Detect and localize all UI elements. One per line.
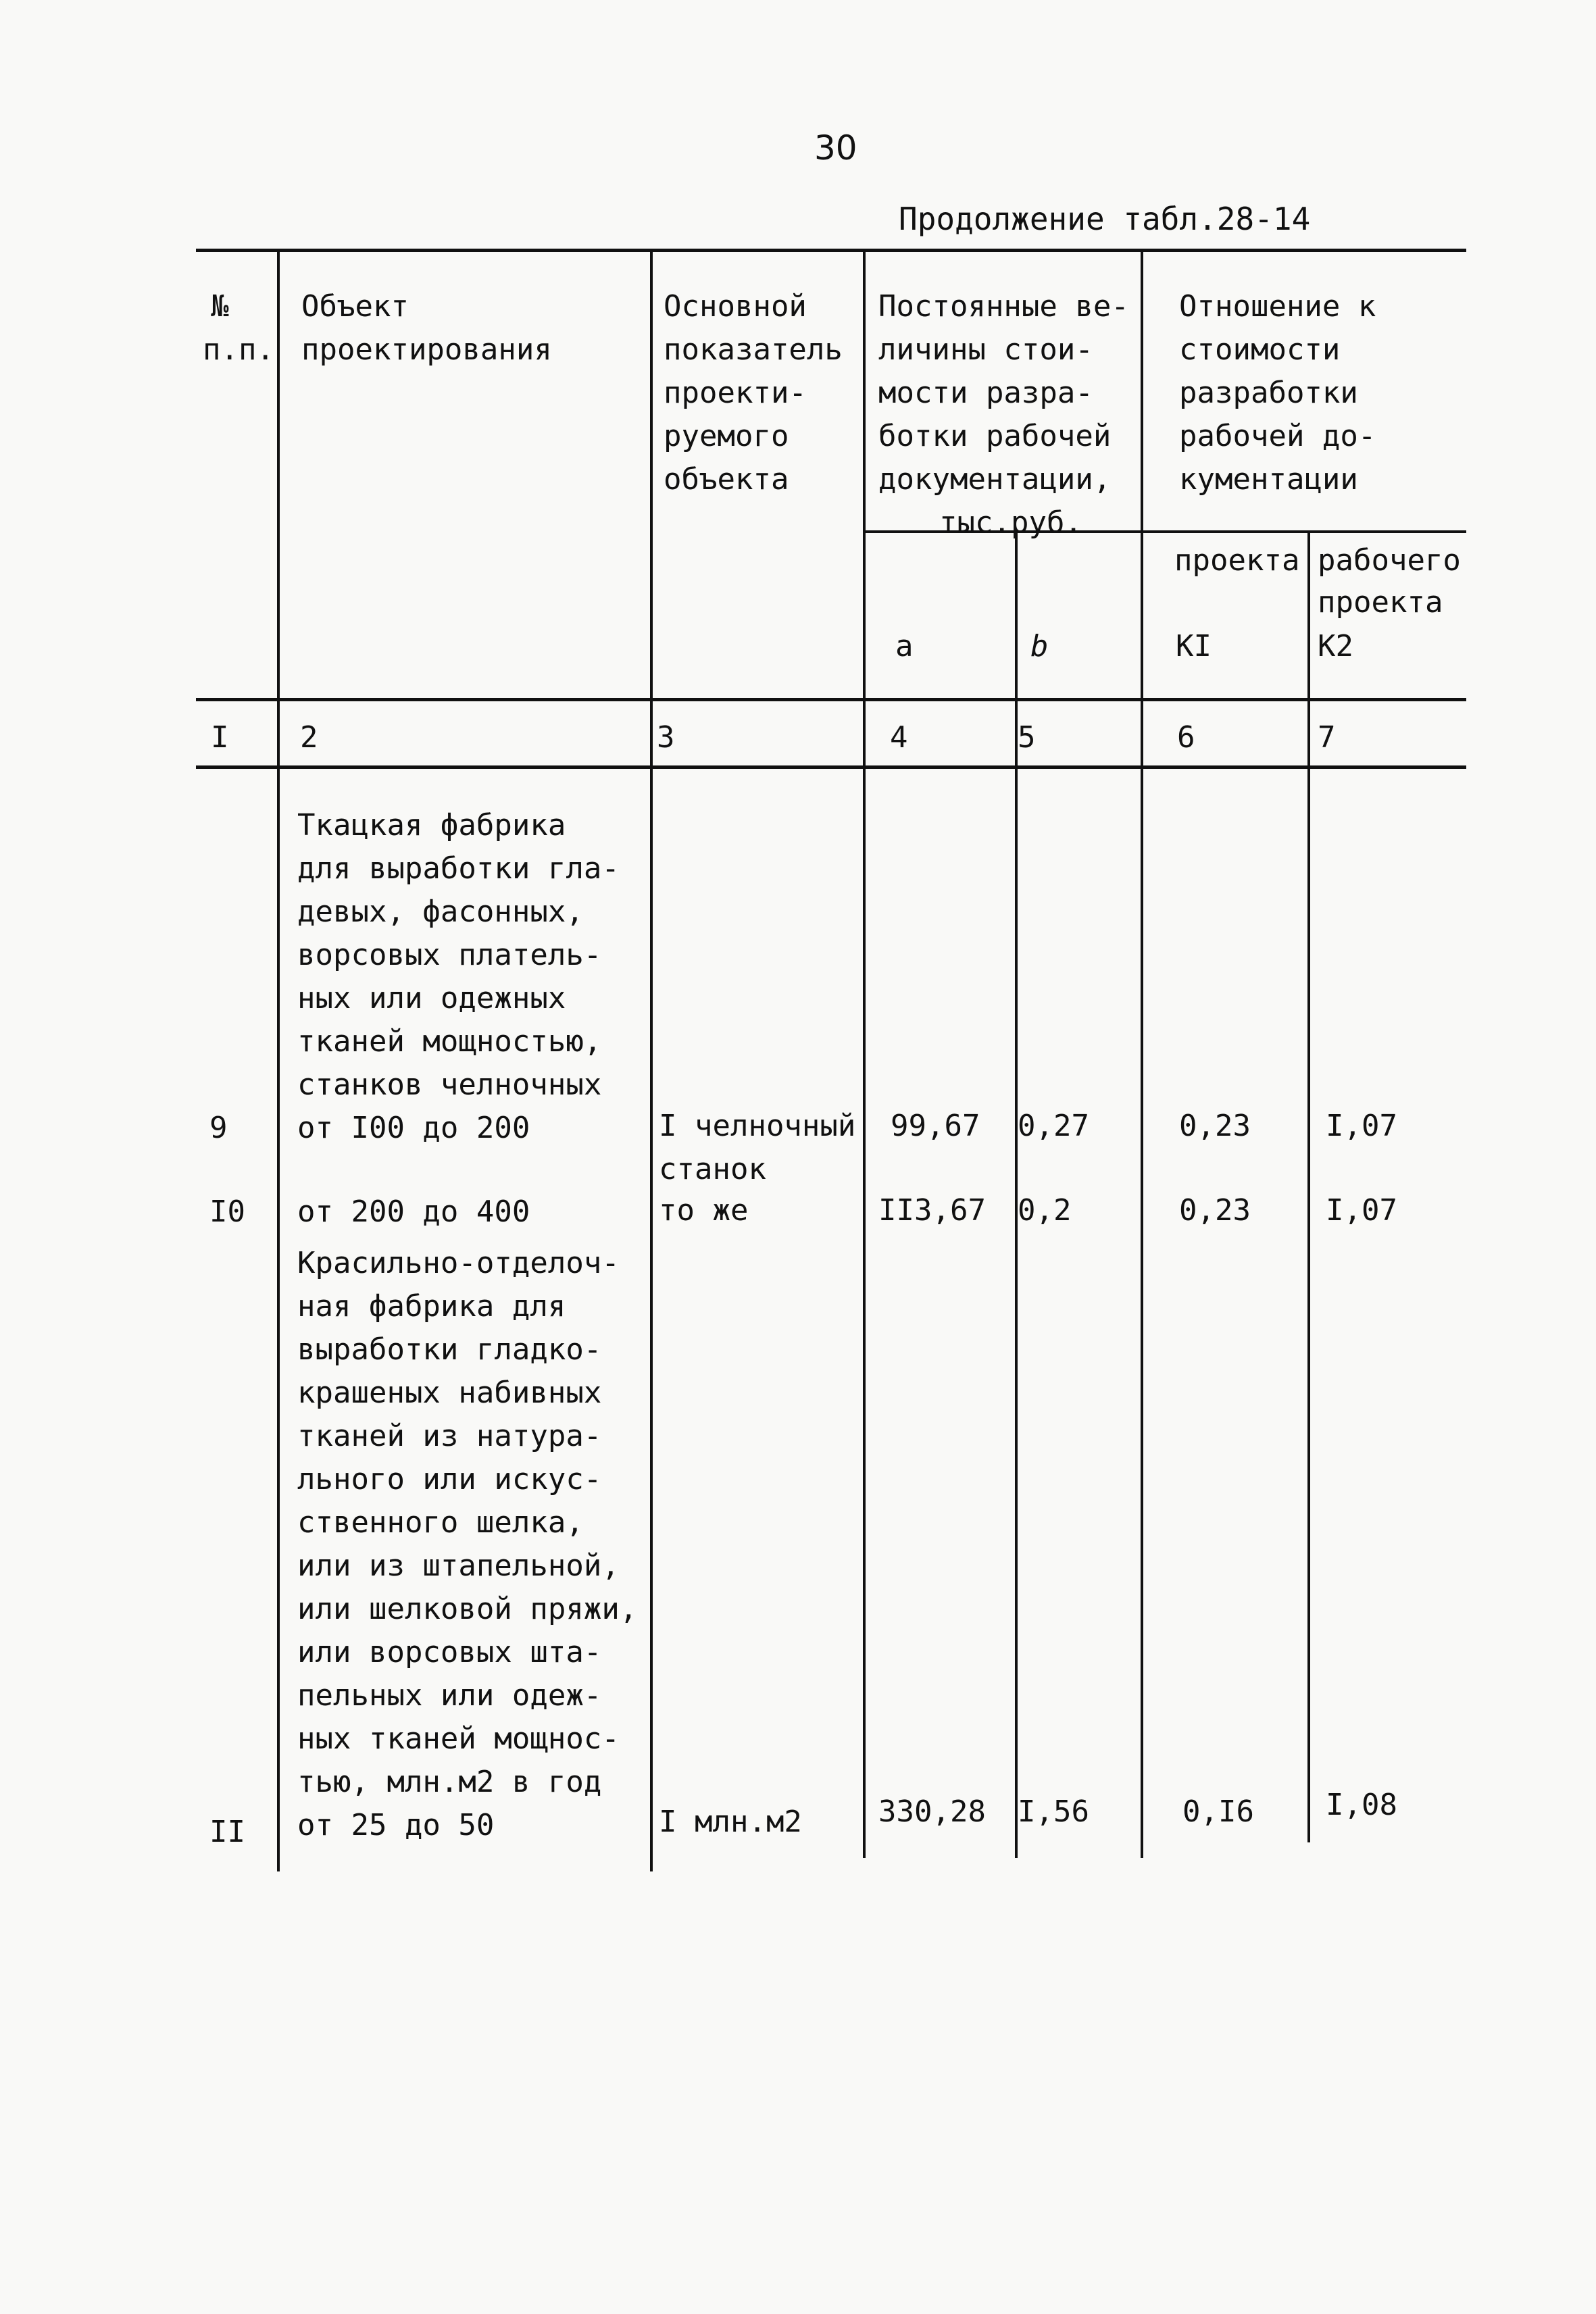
- header-bottom-rule: [196, 698, 1466, 701]
- header-object: проектирования: [301, 332, 552, 367]
- subheader-a: a: [895, 629, 914, 663]
- row10-k1: 0,23: [1179, 1193, 1251, 1228]
- row11-object: Красильно-отделоч-: [297, 1246, 620, 1280]
- subheader-proekta-2: проекта: [1318, 585, 1443, 620]
- header-constants: личины стои-: [878, 332, 1093, 367]
- header-constants: Постоянные ве-: [878, 289, 1129, 324]
- header-ratio: стоимости: [1179, 332, 1341, 367]
- row11-object: от 25 до 50: [297, 1808, 495, 1842]
- row11-object: ная фабрика для: [297, 1289, 566, 1324]
- header-indicator: объекта: [664, 462, 789, 497]
- colnum-2: 2: [300, 720, 318, 755]
- row11-object: льного или искус-: [297, 1462, 602, 1496]
- row11-indicator: I млн.м2: [659, 1805, 802, 1839]
- col-divider-1: [277, 250, 280, 1871]
- table-top-rule: [196, 249, 1466, 252]
- col-divider-3: [863, 250, 866, 1858]
- row9-b: 0,27: [1018, 1109, 1089, 1143]
- header-object: Объект: [301, 289, 409, 324]
- header-indicator: Основной: [664, 289, 807, 324]
- row10-object: от 200 до 400: [297, 1194, 530, 1229]
- header-ratio: кументации: [1179, 462, 1358, 497]
- row9-k2: I,07: [1326, 1109, 1397, 1143]
- header-constants: документации,: [878, 462, 1112, 497]
- row11-object: крашеных набивных: [297, 1376, 602, 1410]
- subheader-proekta: проекта: [1174, 543, 1300, 578]
- header-ratio: рабочей до-: [1179, 419, 1376, 453]
- row9-indicator: I челночный: [659, 1109, 856, 1143]
- row10-b: 0,2: [1018, 1193, 1072, 1228]
- colnum-3: 3: [657, 720, 675, 755]
- header-num-symbol: №: [211, 289, 229, 324]
- row10-num: I0: [209, 1194, 245, 1229]
- row9-num: 9: [209, 1111, 228, 1145]
- row9-object: ворсовых платель-: [297, 938, 602, 972]
- colnum-5: 5: [1018, 720, 1036, 755]
- row11-object: тью, млн.м2 в год: [297, 1765, 602, 1799]
- row11-a: 330,28: [878, 1794, 986, 1829]
- row11-object: ственного шелка,: [297, 1505, 584, 1540]
- row9-object: для выработки гла-: [297, 851, 620, 886]
- page-number: 30: [814, 128, 857, 168]
- row11-object: или из штапельной,: [297, 1549, 620, 1583]
- colnum-6: 6: [1177, 720, 1195, 755]
- row9-object: станков челночных: [297, 1067, 602, 1102]
- row9-indicator: станок: [659, 1152, 766, 1186]
- colnum-7: 7: [1318, 720, 1336, 755]
- row10-a: II3,67: [878, 1193, 986, 1228]
- row11-object: ных тканей мощнос-: [297, 1721, 620, 1756]
- header-indicator: проекти-: [664, 376, 807, 410]
- subheader-rabochego: рабочего: [1318, 543, 1461, 578]
- row10-k2: I,07: [1326, 1193, 1397, 1228]
- row11-k2: I,08: [1326, 1788, 1397, 1822]
- row9-object: от I00 до 200: [297, 1111, 530, 1145]
- header-indicator: показатель: [664, 332, 843, 367]
- row11-num: II: [209, 1815, 245, 1849]
- row11-k1: 0,I6: [1182, 1794, 1254, 1829]
- col-divider-5: [1141, 250, 1143, 1858]
- row9-object: ных или одежных: [297, 981, 566, 1015]
- row10-indicator: то же: [659, 1193, 749, 1228]
- header-num-pp: п.п.: [203, 332, 274, 367]
- row9-k1: 0,23: [1179, 1109, 1251, 1143]
- subheader-k1: КI: [1176, 629, 1212, 663]
- row9-object: девых, фасонных,: [297, 895, 584, 929]
- row9-object: тканей мощностью,: [297, 1024, 602, 1059]
- table-caption: Продолжение табл.28-14: [899, 201, 1311, 237]
- row11-object: выработки гладко-: [297, 1332, 602, 1367]
- numbering-bottom-rule: [196, 765, 1466, 769]
- header-constants: тыс.руб.: [939, 505, 1082, 540]
- row9-a: 99,67: [891, 1109, 980, 1143]
- colnum-1: I: [211, 720, 229, 755]
- row9-object: Ткацкая фабрика: [297, 808, 566, 842]
- subheader-k2: К2: [1318, 629, 1353, 663]
- header-ratio: разработки: [1179, 376, 1358, 410]
- row11-object: пельных или одеж-: [297, 1678, 602, 1713]
- row11-object: или ворсовых шта-: [297, 1635, 602, 1669]
- row11-b: I,56: [1018, 1794, 1089, 1829]
- header-constants: ботки рабочей: [878, 419, 1112, 453]
- colnum-4: 4: [890, 720, 908, 755]
- col-divider-2: [650, 250, 653, 1871]
- header-indicator: руемого: [664, 419, 789, 453]
- col-divider-6: [1307, 532, 1310, 1842]
- header-constants: мости разра-: [878, 376, 1093, 410]
- header-ratio: Отношение к: [1179, 289, 1376, 324]
- row11-object: или шелковой пряжи,: [297, 1592, 638, 1626]
- row11-object: тканей из натура-: [297, 1419, 602, 1453]
- subheader-b: b: [1030, 629, 1049, 663]
